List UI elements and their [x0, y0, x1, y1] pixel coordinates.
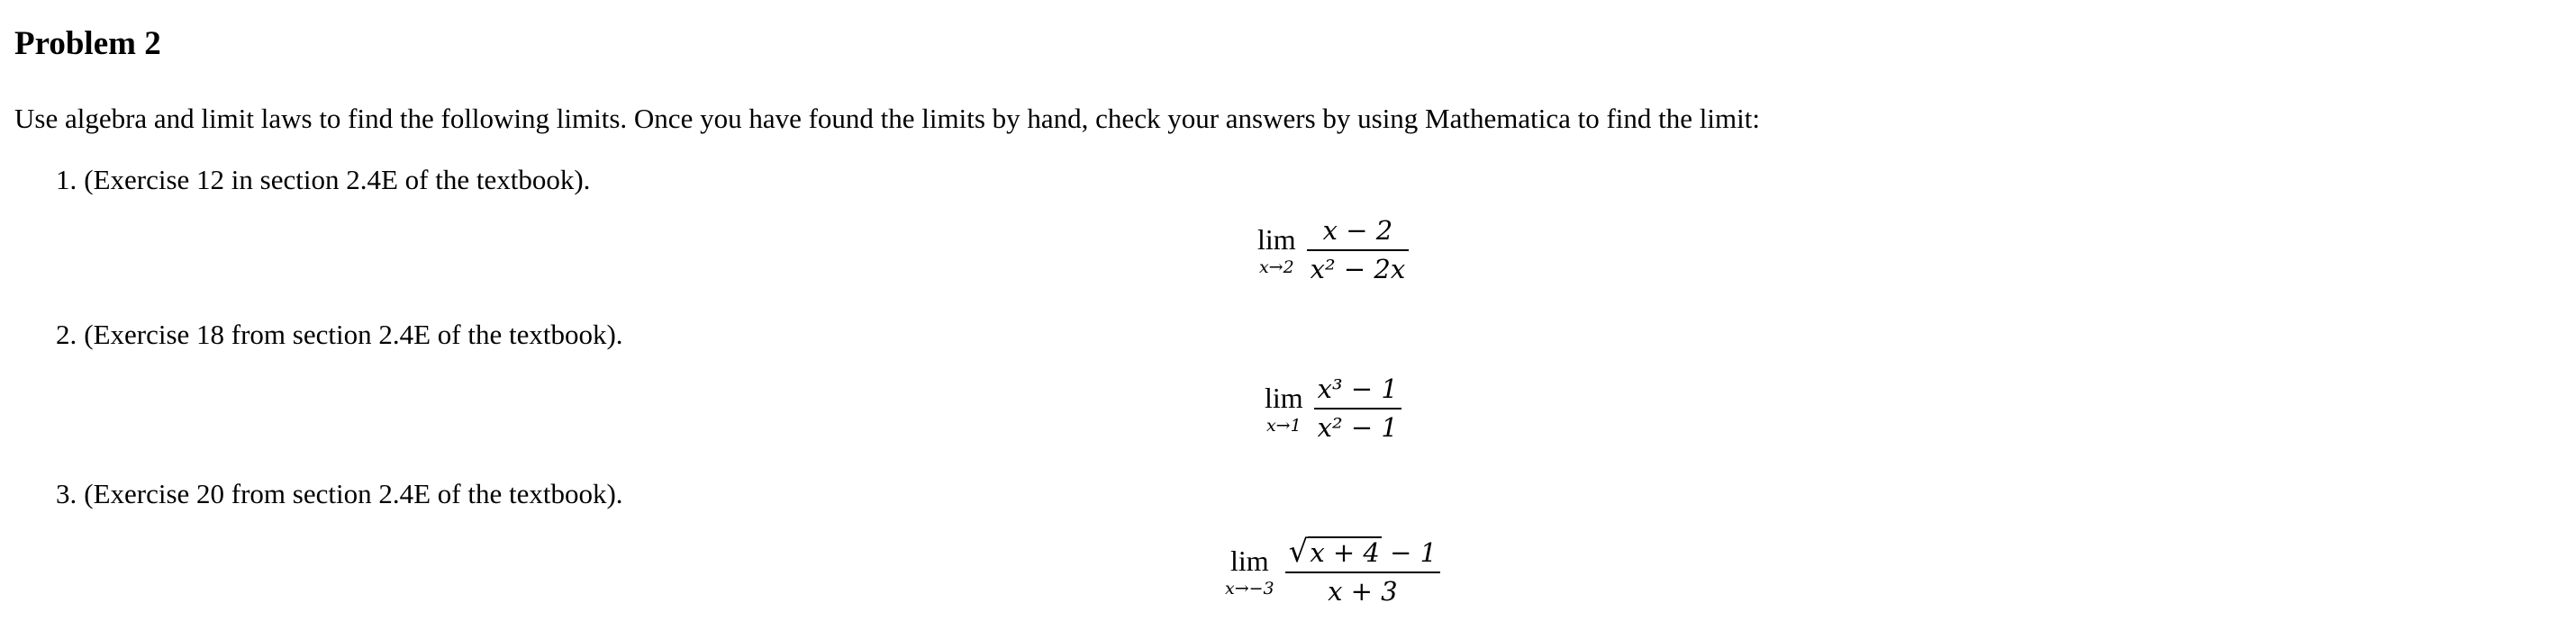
radicand: x + 4	[1310, 537, 1380, 568]
lim-word: lim	[1257, 222, 1296, 256]
fraction	[1285, 536, 1440, 608]
fraction	[1314, 374, 1401, 444]
numerator: x − 2	[1322, 215, 1393, 246]
limit-expression-3	[1225, 536, 1440, 608]
item-number: 3.	[56, 478, 77, 509]
limit-expression-1	[1257, 216, 1409, 285]
problem-instructions: Use algebra and limit laws to find the following limits. Once you have found the limits by hand, check your answers by using Mathematica to find the limit:	[14, 103, 1760, 134]
denominator: x + 3	[1328, 576, 1398, 608]
item-text: (Exercise 18 from section 2.4E of the textbook).	[84, 319, 623, 350]
numerator-remainder: − 1	[1381, 537, 1438, 568]
limit-expression-2	[1265, 374, 1401, 444]
radical-sign-icon: √	[1288, 534, 1309, 570]
numerator: x³ − 1	[1317, 374, 1398, 404]
item-text: (Exercise 20 from section 2.4E of the textbook).	[84, 478, 623, 509]
numerator	[1285, 536, 1440, 568]
lim-subscript: x→2	[1258, 256, 1294, 277]
lim-subscript: x→−3	[1225, 578, 1274, 598]
item-number: 1.	[56, 164, 77, 195]
square-root	[1289, 536, 1382, 568]
lim-word: lim	[1229, 544, 1269, 577]
exercise-item-2	[56, 320, 623, 348]
item-text: (Exercise 12 in section 2.4E of the textbook).	[84, 164, 591, 195]
fraction-bar	[1307, 249, 1410, 251]
limit-operator	[1225, 546, 1274, 598]
exercise-item-1	[56, 166, 590, 194]
lim-subscript: x→1	[1265, 415, 1302, 436]
denominator: x² − 2x	[1310, 254, 1406, 285]
item-number: 2.	[56, 319, 77, 350]
exercise-item-3	[56, 480, 623, 508]
denominator: x² − 1	[1317, 412, 1398, 444]
fraction-bar	[1314, 408, 1401, 410]
fraction	[1307, 216, 1410, 285]
lim-word: lim	[1265, 381, 1303, 414]
fraction-bar	[1285, 572, 1440, 573]
problem-heading: Problem 2	[14, 25, 161, 62]
limit-operator	[1257, 222, 1296, 277]
limit-operator	[1265, 383, 1303, 435]
